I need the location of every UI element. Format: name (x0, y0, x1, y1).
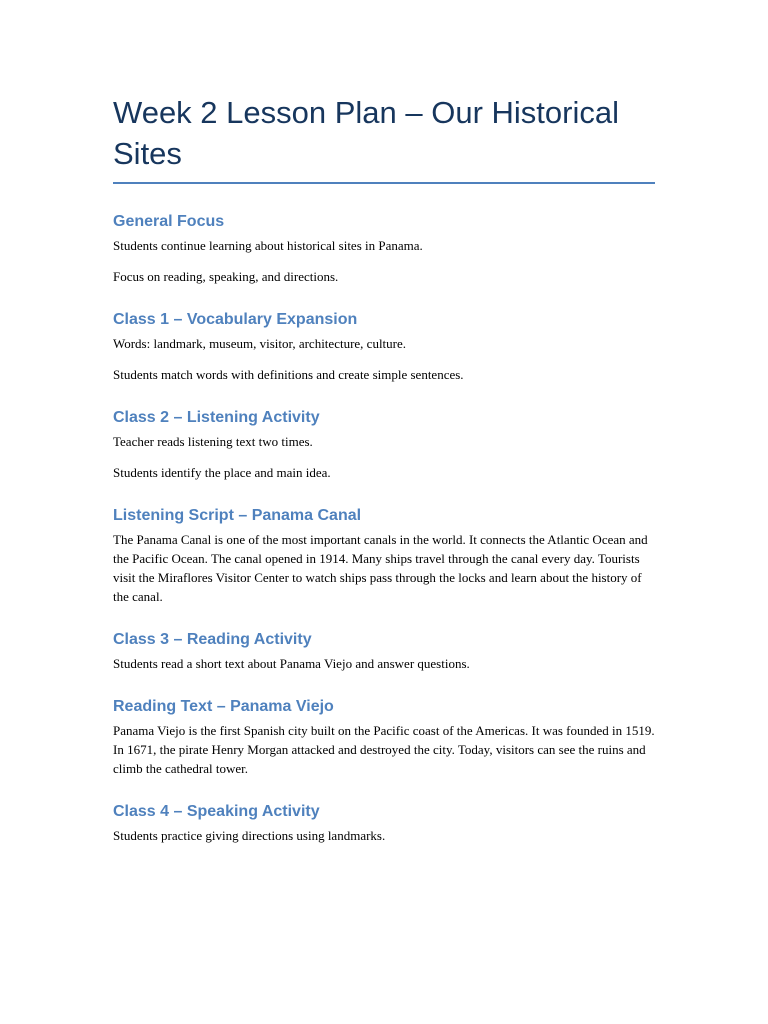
title-underline (113, 182, 655, 184)
section-heading: Class 3 – Reading Activity (113, 631, 312, 648)
document-title: Week 2 Lesson Plan – Our Historical Sites (113, 95, 619, 171)
section-class-3 (113, 630, 655, 673)
section-heading: Class 4 – Speaking Activity (113, 803, 320, 820)
section-paragraph: Students read a short text about Panama Viejo and answer questions. (113, 656, 470, 671)
section-paragraph: The Panama Canal is one of the most important canals in the world. It connects the Atlantic Ocean and the Pacific Ocean. The canal opened in 1914. Many ships travel through the canal every day. Tourists visit the Miraflores Visitor Center to watch ships pass through the locks and learn about the history of the canal. (113, 532, 648, 604)
document-page (113, 92, 655, 869)
section-paragraph: Words: landmark, museum, visitor, architecture, culture. (113, 336, 407, 351)
section-class-4 (113, 802, 655, 845)
section-heading: Listening Script – Panama Canal (113, 507, 362, 524)
section-paragraph: Students practice giving directions using landmarks. (113, 828, 386, 843)
section-general-focus (113, 212, 655, 286)
section-reading-text (113, 697, 655, 778)
section-heading: General Focus (113, 213, 225, 230)
section-class-2 (113, 408, 655, 482)
section-heading: Reading Text – Panama Viejo (113, 698, 334, 715)
section-paragraph: Teacher reads listening text two times. (113, 434, 313, 449)
section-paragraph: Panama Viejo is the first Spanish city built on the Pacific coast of the Americas. It was founded in 1519. In 1671, the pirate Henry Morgan attacked and destroyed the city. Today, visitors can see the ruins and climb the cathedral tower. (113, 723, 655, 776)
section-heading: Class 2 – Listening Activity (113, 409, 320, 426)
section-paragraph: Students continue learning about historical sites in Panama. (113, 238, 423, 253)
section-listening-script (113, 506, 655, 606)
section-paragraph: Students match words with definitions and create simple sentences. (113, 367, 464, 382)
section-heading: Class 1 – Vocabulary Expansion (113, 311, 358, 328)
section-paragraph: Students identify the place and main idea. (113, 465, 331, 480)
section-paragraph: Focus on reading, speaking, and directions. (113, 269, 339, 284)
section-class-1 (113, 310, 655, 384)
